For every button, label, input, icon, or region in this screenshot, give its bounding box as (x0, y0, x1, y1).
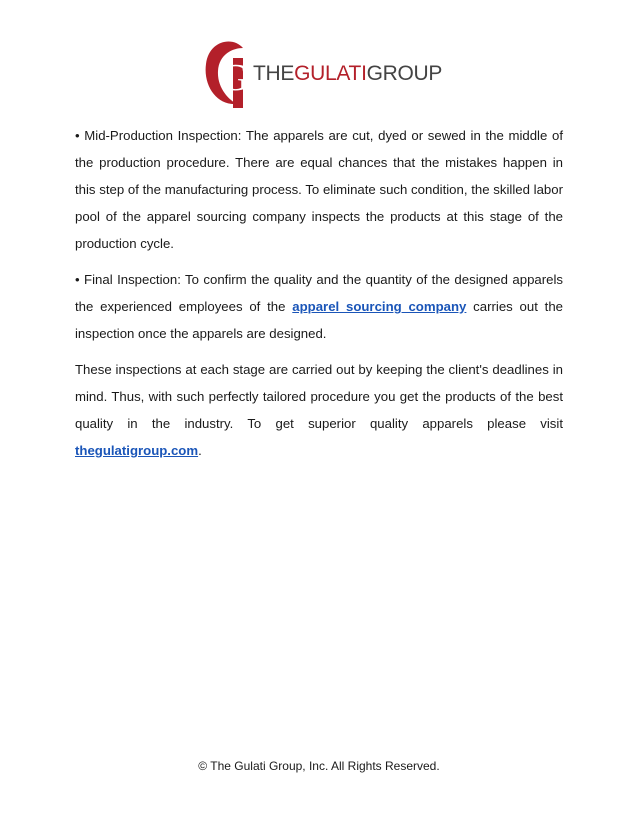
copyright-text: © The Gulati Group, Inc. All Rights Reserved. (198, 759, 440, 773)
logo-text-the: THE (253, 62, 295, 85)
gulati-g-emblem-icon (203, 38, 253, 112)
paragraph-mid-production (75, 122, 563, 257)
paragraph-text: . (198, 443, 202, 458)
paragraph-text: • Final Inspection: To confirm the quality and the quantity of the designed apparels the experienced employees of the (75, 272, 563, 314)
logo-wordmark (253, 62, 442, 86)
logo-text-group: GROUP (366, 62, 443, 85)
apparel-sourcing-link[interactable]: apparel sourcing company (292, 299, 467, 314)
logo-letter: G (221, 57, 249, 99)
document-body (75, 122, 563, 473)
paragraph-closing (75, 356, 563, 464)
paragraph-final-inspection (75, 266, 563, 347)
logo-text-gulati: GULATI (294, 62, 367, 85)
paragraph-text: These inspections at each stage are carried out by keeping the client's deadlines in mind. Thus, with such perfectly tailored procedure you get the products of the best quality in the industry. To get superior quality apparels please visit (75, 362, 563, 431)
page-footer (0, 759, 638, 773)
paragraph-text: carries out the inspection once the apparels are designed. (75, 299, 563, 341)
website-link[interactable]: thegulatigroup.com (75, 443, 199, 458)
company-logo (203, 38, 443, 112)
paragraph-text: • Mid-Production Inspection: The apparels are cut, dyed or sewed in the middle of the production procedure. There are equal chances that the mistakes happen in this step of the manufacturing process. To eliminate such condition, the skilled labor pool of the apparel sourcing company inspects the products at this stage of the production cycle. (75, 128, 563, 251)
